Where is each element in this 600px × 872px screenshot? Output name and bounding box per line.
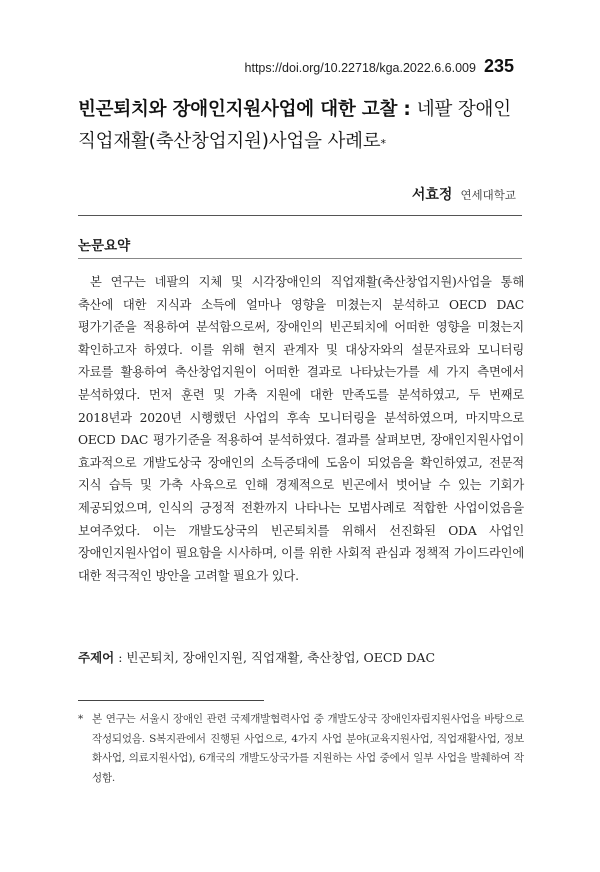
- title-divider: [78, 215, 522, 216]
- abstract-body: [78, 271, 524, 587]
- author-name: 서효정: [411, 187, 453, 203]
- abstract-divider: [78, 258, 522, 259]
- title-separator: :: [397, 99, 417, 120]
- keywords-separator: :: [114, 650, 127, 665]
- footnote: [78, 710, 524, 788]
- title-footnote-mark: *: [380, 137, 386, 150]
- abstract-heading: 논문요약: [78, 238, 131, 254]
- title-subtitle-line1: 네팔 장애인: [416, 99, 511, 120]
- author-affiliation: 연세대학교: [460, 188, 516, 202]
- title-main: 빈곤퇴치와 장애인지원사업에 대한 고찰: [78, 99, 398, 120]
- running-header: [245, 56, 514, 77]
- keywords-list: 빈곤퇴치, 장애인지원, 직업재활, 축산창업, OECD DAC: [126, 650, 436, 665]
- footnote-text: 본 연구는 서울시 장애인 관련 국제개발협력사업 중 개발도상국 장애인자립지원사업을 바탕으로 작성되었음. S복지관에서 진행된 사업으로, 4가지 사업 분야(교육지원사업, 직업재활사업, 정보화사업, 의료지원사업), 6개국의 개발도상국가를 지원하는 사업 중에서 일부 사업을 발췌하여 작성함.: [92, 713, 524, 784]
- keywords: [78, 648, 524, 666]
- page-number: 235: [483, 56, 514, 76]
- author-block: [412, 184, 516, 204]
- doi-link[interactable]: https://doi.org/10.22718/kga.2022.6.6.009: [244, 61, 476, 75]
- footnote-divider: [78, 700, 264, 701]
- footnote-mark: *: [78, 713, 84, 725]
- keywords-label: 주제어: [78, 650, 115, 665]
- title-subtitle-line2: 직업재활(축산창업지원)사업을 사례로: [78, 131, 381, 152]
- paper-title: [78, 94, 538, 158]
- abstract-paragraph: 본 연구는 네팔의 지체 및 시각장애인의 직업재활(축산창업지원)사업을 통해 축산에 대한 지식과 소득에 얼마나 영향을 미쳤는지 분석하고 OECD DAC 평가기준을 적용하여 분석함으로써, 장애인의 빈곤퇴치에 어떠한 영향을 미쳤는지 확인하고자 하였다. 이를 위해 현지 관계자 및 대상자와의 설문자료와 모니터링 자료를 활용하여 축산창업지원이 어떠한 결과로 나타났는가를 세 가지 측면에서 분석하였다. 먼저 훈련 및 가축 지원에 대한 만족도를 분석하였고, 두 번째로 2018년과 2020년 시행했던 사업의 후속 모니터링을 분석하였으며, 마지막으로 OECD DAC 평가기준을 적용하여 분석하였다. 결과를 살펴보면, 장애인지원사업이 효과적으로 개발도상국 장애인의 소득증대에 도움이 되었음을 확인하였고, 전문적 지식 습득 및 가축 사육으로 인해 경제적으로 빈곤에서 벗어날 수 있는 기회가 제공되었으며, 인식의 긍정적 전환까지 나타나는 모범사례로 적합한 사업이었음을 보여주었다. 이는 개발도상국의 빈곤퇴치를 위해서 선진화된 ODA 사업인 장애인지원사업이 필요함을 시사하며, 이를 위한 사회적 관심과 정책적 가이드라인에 대한 적극적인 방안을 고려할 필요가 있다.: [78, 275, 524, 583]
